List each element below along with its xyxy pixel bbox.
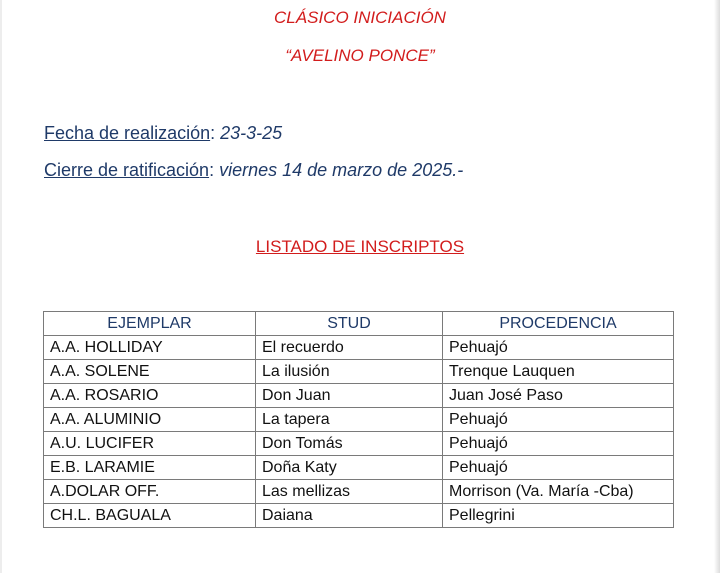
cell-procedencia: Pellegrini bbox=[443, 504, 674, 528]
ratification-close-value: viernes 14 de marzo de 2025.- bbox=[219, 160, 464, 180]
cell-stud: Don Tomás bbox=[256, 432, 443, 456]
table-row bbox=[44, 504, 674, 528]
table-row bbox=[44, 456, 674, 480]
cell-procedencia: Pehuajó bbox=[443, 432, 674, 456]
page-right-edge bbox=[714, 0, 720, 573]
cell-stud: La tapera bbox=[256, 408, 443, 432]
cell-ejemplar: CH.L. BAGUALA bbox=[44, 504, 256, 528]
cell-ejemplar: A.A. HOLLIDAY bbox=[44, 336, 256, 360]
table-row bbox=[44, 408, 674, 432]
table-row bbox=[44, 432, 674, 456]
cell-stud: Daiana bbox=[256, 504, 443, 528]
cell-stud: Las mellizas bbox=[256, 480, 443, 504]
page-left-edge bbox=[0, 0, 2, 573]
cell-ejemplar: A.A. SOLENE bbox=[44, 360, 256, 384]
cell-ejemplar: E.B. LARAMIE bbox=[44, 456, 256, 480]
event-title: CLÁSICO INICIACIÓN bbox=[274, 8, 446, 27]
cell-procedencia: Pehuajó bbox=[443, 408, 674, 432]
event-date-label: Fecha de realización bbox=[44, 123, 211, 143]
cell-procedencia: Morrison (Va. María -Cba) bbox=[443, 480, 674, 504]
table-row bbox=[44, 384, 674, 408]
table-row bbox=[44, 480, 674, 504]
table-row bbox=[44, 360, 674, 384]
cell-ejemplar: A.U. LUCIFER bbox=[44, 432, 256, 456]
event-subtitle: “AVELINO PONCE” bbox=[285, 46, 435, 65]
cell-ejemplar: A.A. ALUMINIO bbox=[44, 408, 256, 432]
cell-ejemplar: A.DOLAR OFF. bbox=[44, 480, 256, 504]
table-row bbox=[44, 336, 674, 360]
cell-stud: Don Juan bbox=[256, 384, 443, 408]
cell-procedencia: Trenque Lauquen bbox=[443, 360, 674, 384]
entries-list-heading: LISTADO DE INSCRIPTOS bbox=[255, 237, 465, 256]
ratification-close-label: Cierre de ratificación bbox=[44, 160, 210, 180]
cell-procedencia: Pehuajó bbox=[443, 336, 674, 360]
cell-stud: Doña Katy bbox=[256, 456, 443, 480]
cell-stud: La ilusión bbox=[256, 360, 443, 384]
cell-procedencia: Pehuajó bbox=[443, 456, 674, 480]
ratification-close-separator: : bbox=[209, 160, 220, 180]
table-header-row bbox=[44, 312, 674, 336]
event-date-value: 23-3-25 bbox=[220, 123, 283, 143]
ratification-close-line bbox=[44, 160, 463, 181]
event-date-line bbox=[44, 123, 282, 144]
entries-table bbox=[43, 311, 674, 528]
event-date-separator: : bbox=[210, 123, 221, 143]
cell-procedencia: Juan José Paso bbox=[443, 384, 674, 408]
column-header-ejemplar: EJEMPLAR bbox=[44, 312, 256, 336]
column-header-procedencia: PROCEDENCIA bbox=[443, 312, 674, 336]
cell-stud: El recuerdo bbox=[256, 336, 443, 360]
cell-ejemplar: A.A. ROSARIO bbox=[44, 384, 256, 408]
column-header-stud: STUD bbox=[256, 312, 443, 336]
